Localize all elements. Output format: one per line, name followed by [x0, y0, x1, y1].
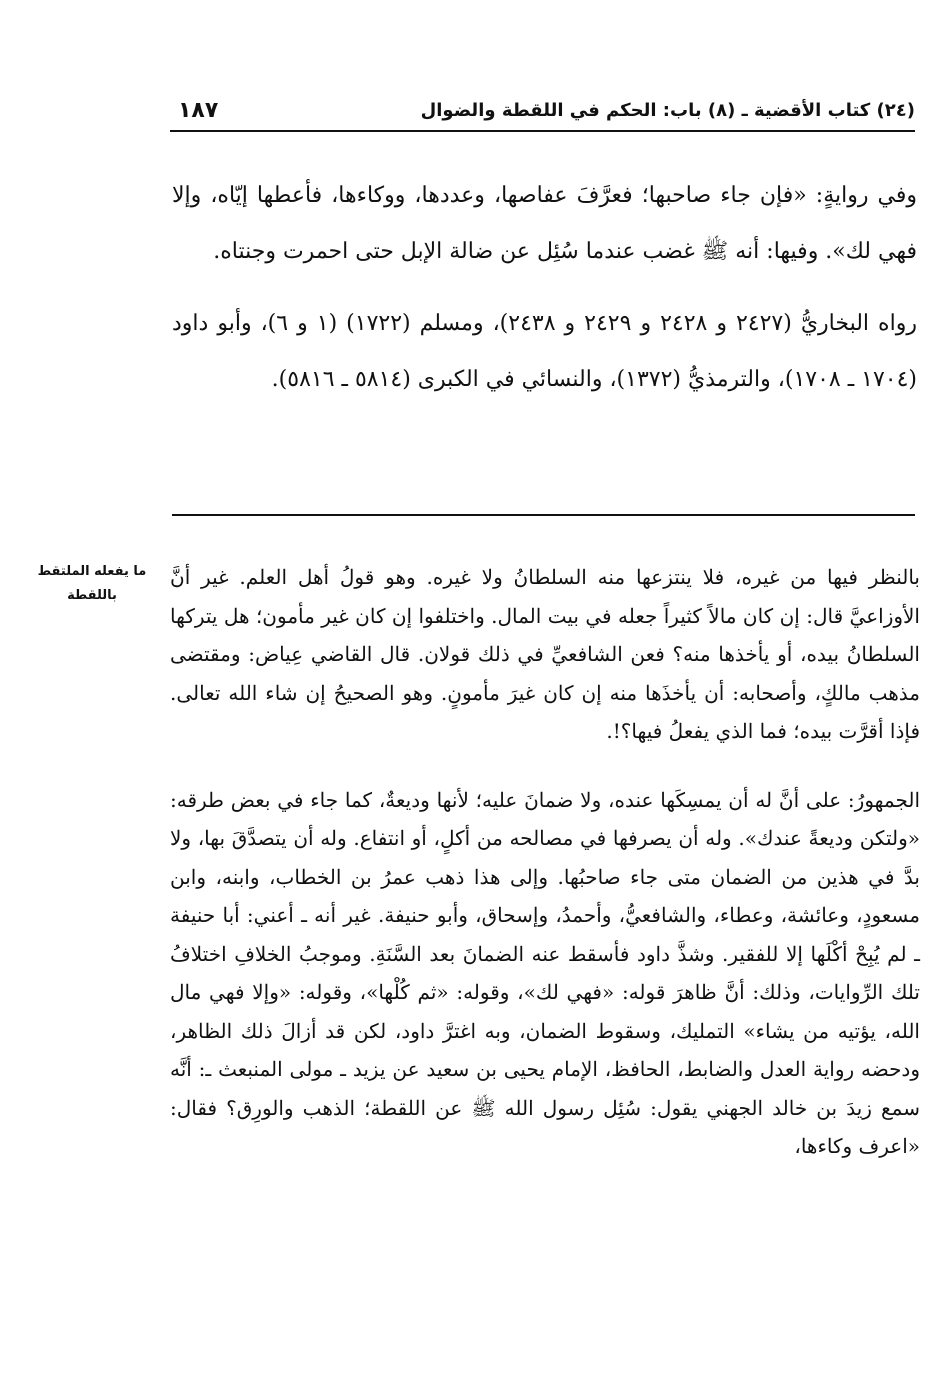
commentary-section [170, 558, 920, 1166]
margin-note: ما يفعله الملتقط باللقطة [37, 564, 147, 603]
hadith-source: رواه البخاريُّ (٢٤٢٧ و ٢٤٢٨ و ٢٤٢٩ و ٢٤٣٨)، ومسلم (١٧٢٢) (١ و ٦)، وأبو داود (١٧٠٤ ـ ١٧٠٨)، والترمذيُّ (١٣٧٢)، والنسائي في الكبرى (٥٨١٤ ـ ٥٨١٦). [172, 311, 917, 392]
page-header [170, 98, 915, 132]
commentary-paragraph-1: بالنظر فيها من غيره، فلا ينتزعها منه السلطانُ ولا غيره. وهو قولُ أهل العلم. غير أنَّ الأوزاعيَّ قال: إن كان مالاً كثيراً جعله في بيت المال. واختلفوا إن كان غير مأمون؛ هل يتركها السلطانُ بيده، أو يأخذها منه؟ فعن الشافعيِّ في ذلك قولان. قال القاضي عِياض: ومقتضى مذهب مالكٍ، وأصحابه: أن يأخذَها منه إن كان غيرَ مأمونٍ. وهو الصحيحُ إن شاء الله تعالى. فإذا أقرَّت بيده؛ فما الذي يفعلُ فيها؟!. [170, 565, 920, 743]
section-divider [172, 514, 915, 516]
hadith-section [172, 168, 917, 408]
header-rule [170, 130, 915, 132]
page-number: ١٨٧ [178, 98, 219, 123]
running-title: (٢٤) كتاب الأقضية ـ (٨) باب: الحكم في اللقطة والضوال [420, 100, 915, 121]
commentary-paragraph-2: الجمهورُ: على أنَّ له أن يمسِكَها عنده، ولا ضمانَ عليه؛ لأنها وديعةٌ، كما جاء في بعض طرقه: «ولتكن وديعةً عندك». وله أن يصرفها في مصالحه من أكلٍ، أو انتفاع. وله أن يتصدَّقَ بها، ولا بدَّ في هذين من الضمان متى جاء صاحبُها. وإلى هذا ذهب عمرُ بن الخطاب، وابنه، وابن مسعودٍ، وعائشة، وعطاء، والشافعيُّ، وأحمدُ، وإسحاق، وأبو حنيفة. غير أنه ـ أعني: أبا حنيفة ـ لم يُبِحْ أكْلَها إلا للفقير. وشذَّ داود فأسقط عنه الضمانَ بعد السَّنَةِ. وموجبُ الخلافِ اختلافُ تلك الرِّوايات، وذلك: أنَّ ظاهرَ قوله: «فهي لك»، وقوله: «ثم كُلْها»، وقوله: «وإلا فهي مال الله، يؤتيه من يشاء» التمليك، وسقوط الضمان، وبه اغترَّ داود، لكن قد أزالَ ذلك الظاهر، ودحضه رواية العدل والضابط، الحافظ، الإمام يحيى بن سعيد عن يزيد ـ مولى المنبعث ـ: أنَّه سمع زيدَ بن خالد الجهني يقول: سُئِل رسول الله ﷺ عن اللقطة؛ الذهب والورِق؟ فقال: «اعرف وكاءها، [170, 787, 920, 1158]
hadith-text: وفي روايةٍ: «فإن جاء صاحبها؛ فعرَّفَ عفاصها، وعددها، ووكاءها، فأعطها إيّاه، وإلا فهي لك». وفيها: أنه ﷺ غضب عندما سُئِل عن ضالة الإبل حتى احمرت وجنتاه. [172, 183, 917, 264]
